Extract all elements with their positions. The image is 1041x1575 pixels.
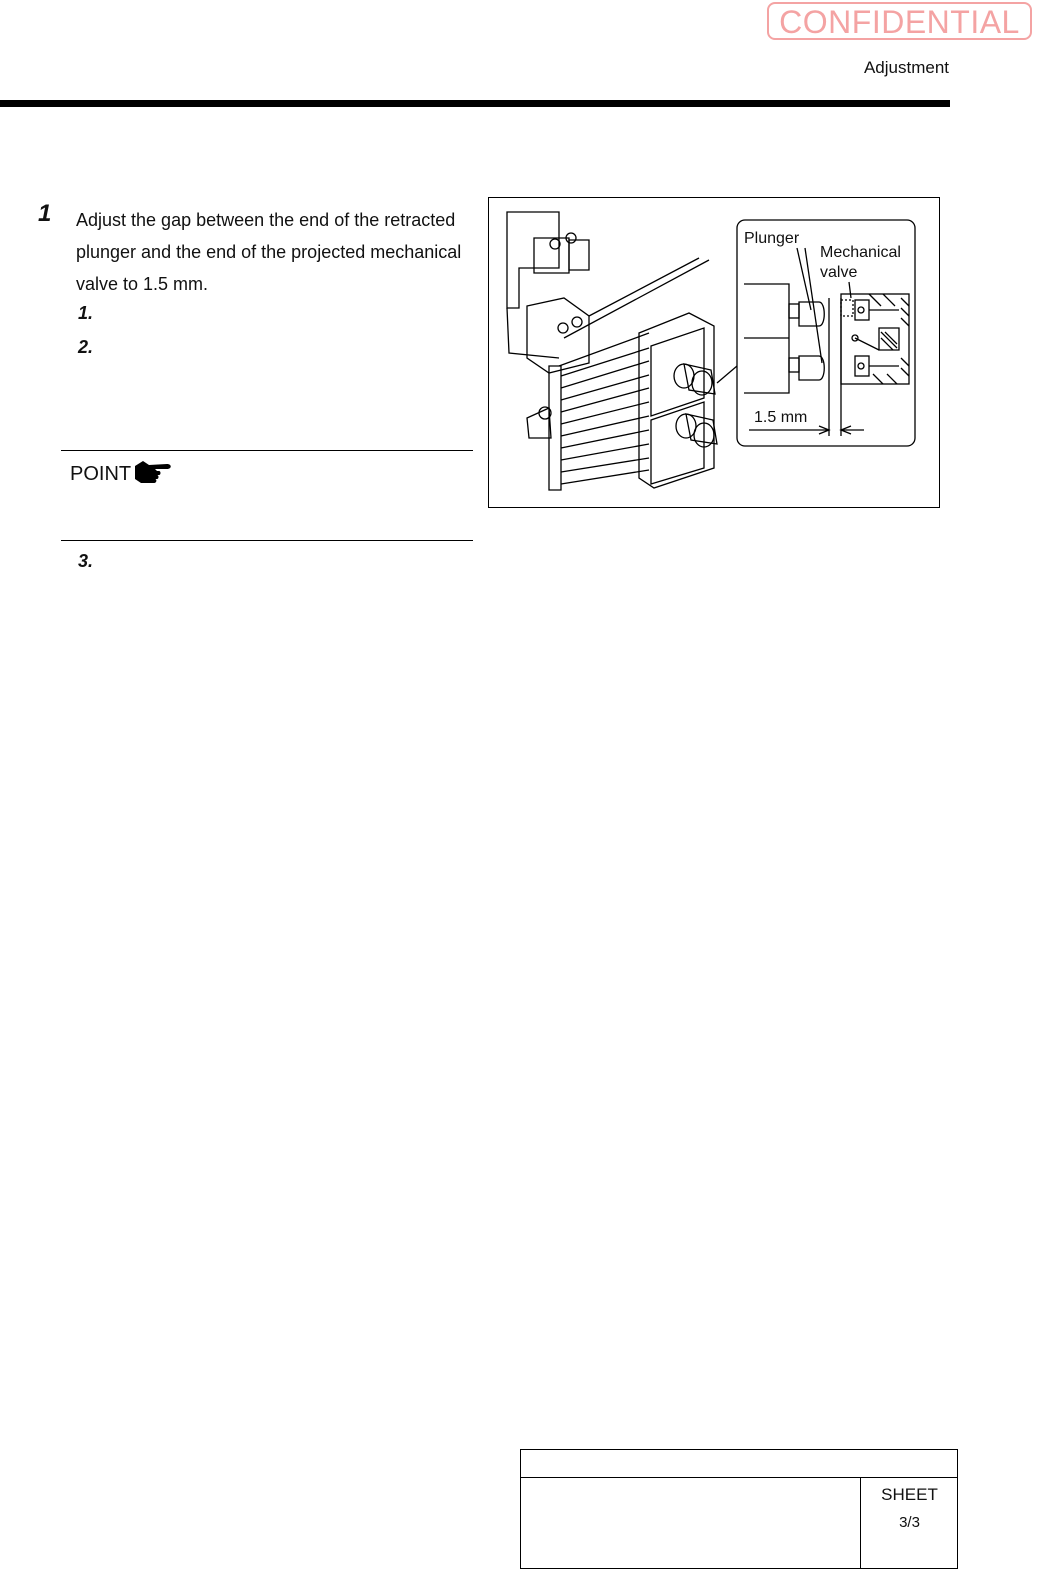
footer-title-block <box>520 1449 958 1569</box>
point-bottom-rule <box>61 540 473 541</box>
footer-divider <box>521 1477 957 1478</box>
label-plunger: Plunger <box>744 230 800 247</box>
confidential-stamp: CONFIDENTIAL <box>767 2 1032 40</box>
header-rule <box>0 100 950 107</box>
figure-illustration <box>489 198 939 507</box>
substep-2: 2. <box>78 337 94 357</box>
label-valve: valve <box>820 264 858 281</box>
pointing-hand-icon <box>133 457 175 491</box>
step-number: 1 <box>38 200 52 227</box>
figure-plunger-gap <box>488 197 940 508</box>
point-callout <box>70 457 175 491</box>
sheet-label: SHEET <box>881 1485 938 1504</box>
substep-3: 3. <box>78 551 94 571</box>
substep-1: 1. <box>78 303 94 323</box>
point-label: POINT <box>70 462 132 485</box>
section-title: Adjustment <box>863 58 949 77</box>
sheet-number: 3/3 <box>899 1514 920 1531</box>
label-gap: 1.5 mm <box>754 409 808 426</box>
point-top-rule <box>61 450 473 451</box>
step-text: Adjust the gap between the end of the retracted plunger and the end of the projected mechanical valve to 1.5 mm. <box>76 210 462 294</box>
label-mechanical: Mechanical <box>820 244 901 261</box>
